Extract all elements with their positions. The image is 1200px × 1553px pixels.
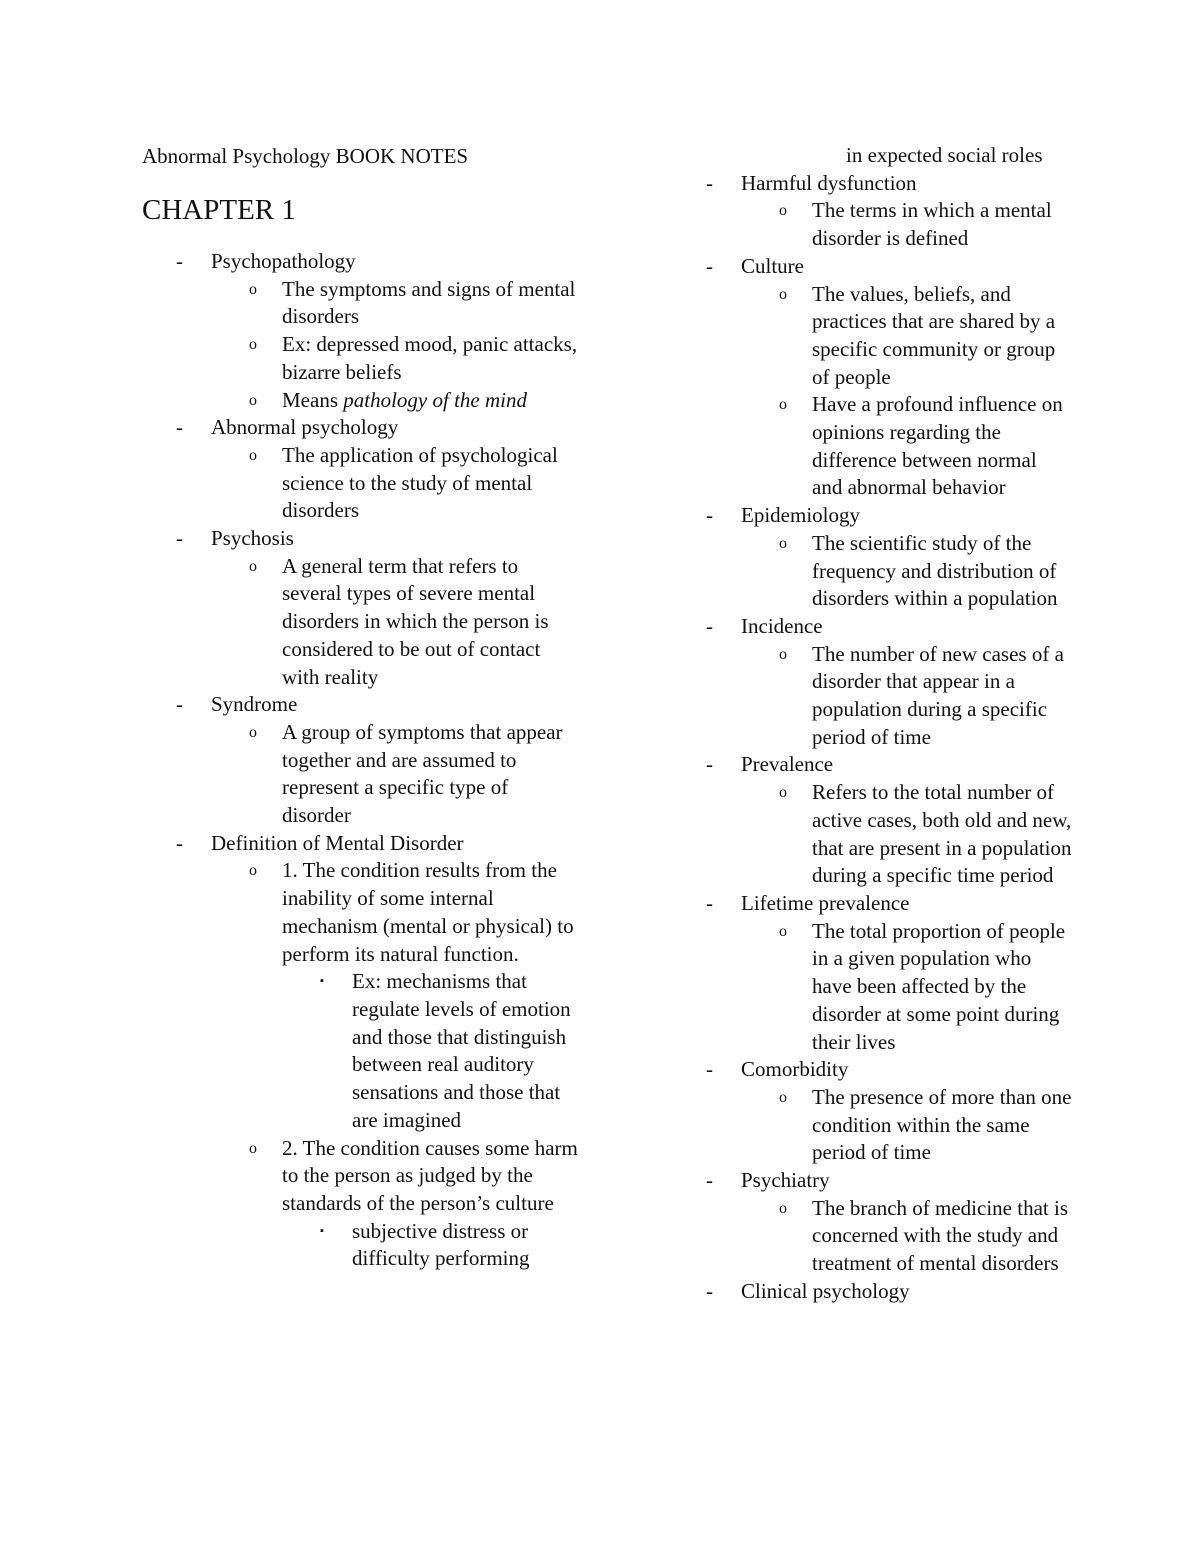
- item-text: 1. The condition results from the inability of some internal mechanism (mental or physical) to perform its natural function.: [282, 858, 574, 966]
- definition-item: [672, 918, 1072, 1057]
- item-text: The total proportion of people in a given population who have been affected by the disorder at some point during their lives: [812, 918, 1066, 1054]
- definition-item: [142, 857, 582, 968]
- bullet-marker: o: [249, 723, 257, 741]
- bullet-marker: o: [779, 1088, 787, 1106]
- item-text: Definition of Mental Disorder: [211, 830, 464, 855]
- item-text: Psychosis: [211, 526, 294, 551]
- definition-item: [672, 641, 1072, 752]
- bullet-marker: ▪: [320, 1224, 324, 1237]
- item-text: The application of psychological science to the study of mental disorders: [282, 442, 558, 523]
- item-text: Comorbidity: [741, 1057, 849, 1082]
- definition-item: [672, 281, 1072, 392]
- definition-item: [672, 779, 1072, 890]
- bullet-marker: -: [706, 1057, 713, 1082]
- item-text: Syndrome: [211, 692, 298, 717]
- bullet-marker: -: [706, 613, 713, 638]
- left-notes-list: [142, 248, 582, 1273]
- item-text: Psychopathology: [211, 249, 356, 273]
- definition-item: [142, 1135, 582, 1218]
- bullet-marker: o: [249, 280, 257, 298]
- item-text: Have a profound influence on opinions regarding the difference between normal and abnormal behavior: [812, 392, 1063, 500]
- item-text: The scientific study of the frequency and distribution of disorders within a population: [812, 530, 1058, 611]
- item-text: Clinical psychology: [741, 1278, 910, 1303]
- term-item: [672, 170, 1072, 198]
- item-text: Epidemiology: [741, 503, 860, 528]
- bullet-marker: -: [706, 752, 713, 777]
- bullet-marker: ▪: [320, 975, 324, 988]
- term-item: [672, 1167, 1072, 1195]
- sub-detail-item: [142, 968, 582, 1134]
- item-text: The symptoms and signs of mental disorders: [282, 276, 576, 329]
- bullet-marker: -: [706, 890, 713, 915]
- item-text: Culture: [741, 253, 804, 278]
- definition-item: [142, 719, 582, 830]
- bullet-marker: -: [706, 1278, 713, 1303]
- bullet-marker: -: [176, 830, 183, 855]
- bullet-marker: o: [249, 1139, 257, 1157]
- bullet-marker: o: [779, 534, 787, 552]
- term-item: [672, 502, 1072, 530]
- document-title: Abnormal Psychology BOOK NOTES: [142, 144, 469, 168]
- item-text: Refers to the total number of active cases, both old and new, that are present in a population during a specific time period: [812, 780, 1072, 888]
- item-text: 2. The condition causes some harm to the person as judged by the standards of the person’s culture: [282, 1135, 578, 1215]
- bullet-marker: -: [176, 249, 183, 273]
- item-text: subjective distress or difficulty performing: [352, 1218, 530, 1271]
- bullet-marker: -: [176, 526, 183, 551]
- bullet-marker: o: [779, 922, 787, 940]
- bullet-marker: -: [706, 503, 713, 528]
- item-text: Means: [282, 387, 344, 412]
- bullet-marker: o: [779, 202, 787, 220]
- bullet-marker: -: [706, 170, 713, 195]
- term-item: [672, 613, 1072, 641]
- bullet-marker: o: [779, 1199, 787, 1217]
- definition-item: [672, 1084, 1072, 1167]
- definition-item: [672, 530, 1072, 613]
- term-item: [672, 253, 1072, 281]
- bullet-marker: o: [779, 645, 787, 663]
- definition-item: [142, 553, 582, 692]
- item-text: Incidence: [741, 613, 823, 638]
- bullet-marker: o: [249, 336, 257, 354]
- bullet-marker: o: [249, 557, 257, 575]
- right-column: [672, 142, 1072, 1306]
- right-notes-list: [672, 170, 1072, 1306]
- bullet-marker: o: [779, 396, 787, 414]
- term-item: [142, 248, 582, 276]
- item-text: A group of symptoms that appear together and are assumed to represent a specific type of disorder: [282, 719, 563, 828]
- item-text: The branch of medicine that is concerned with the study and treatment of mental disorders: [812, 1195, 1068, 1276]
- term-item: [672, 1278, 1072, 1306]
- item-text: Harmful dysfunction: [741, 170, 917, 195]
- chapter-heading: CHAPTER 1: [142, 194, 296, 226]
- left-column: [142, 142, 582, 1273]
- bullet-marker: o: [779, 285, 787, 303]
- item-text: Prevalence: [741, 752, 834, 777]
- definition-item: [672, 1195, 1072, 1278]
- bullet-marker: -: [176, 692, 183, 717]
- bullet-marker: o: [779, 784, 787, 802]
- term-item: [672, 1056, 1072, 1084]
- definition-item: [142, 387, 582, 415]
- item-text: Lifetime prevalence: [741, 890, 910, 915]
- definition-item: [672, 391, 1072, 502]
- bullet-marker: -: [706, 1168, 713, 1193]
- term-item: [672, 751, 1072, 779]
- definition-item: [142, 331, 582, 386]
- item-text: Psychiatry: [741, 1168, 830, 1193]
- item-italic-text: pathology of the mind: [343, 387, 527, 412]
- definition-item: [672, 197, 1072, 252]
- bullet-marker: o: [249, 446, 257, 464]
- term-item: [142, 414, 582, 442]
- definition-item: [142, 442, 582, 525]
- term-item: [672, 890, 1072, 918]
- term-item: [142, 525, 582, 553]
- item-text: The values, beliefs, and practices that are shared by a specific community or group of people: [812, 281, 1056, 389]
- item-text: Ex: depressed mood, panic attacks, bizarre beliefs: [282, 332, 578, 384]
- continued-bullet-text: in expected social roles: [846, 143, 1043, 167]
- item-text: The number of new cases of a disorder that appear in a population during a specific period of time: [812, 641, 1064, 749]
- sub-detail-item: [142, 1218, 582, 1273]
- item-text: Ex: mechanisms that regulate levels of emotion and those that distinguish between real auditory sensations and those that are imagined: [352, 969, 571, 1132]
- item-text: Abnormal psychology: [211, 415, 399, 440]
- item-text: A general term that refers to several types of severe mental disorders in which the person is considered to be out of contact with reality: [282, 553, 549, 689]
- bullet-marker: -: [176, 415, 183, 440]
- term-item: [142, 830, 582, 858]
- bullet-marker: -: [706, 253, 713, 278]
- bullet-marker: o: [249, 391, 257, 409]
- item-text: The terms in which a mental disorder is defined: [812, 198, 1052, 251]
- item-text: The presence of more than one condition within the same period of time: [812, 1084, 1072, 1165]
- definition-item: [142, 276, 582, 331]
- term-item: [142, 691, 582, 719]
- bullet-marker: o: [249, 862, 257, 880]
